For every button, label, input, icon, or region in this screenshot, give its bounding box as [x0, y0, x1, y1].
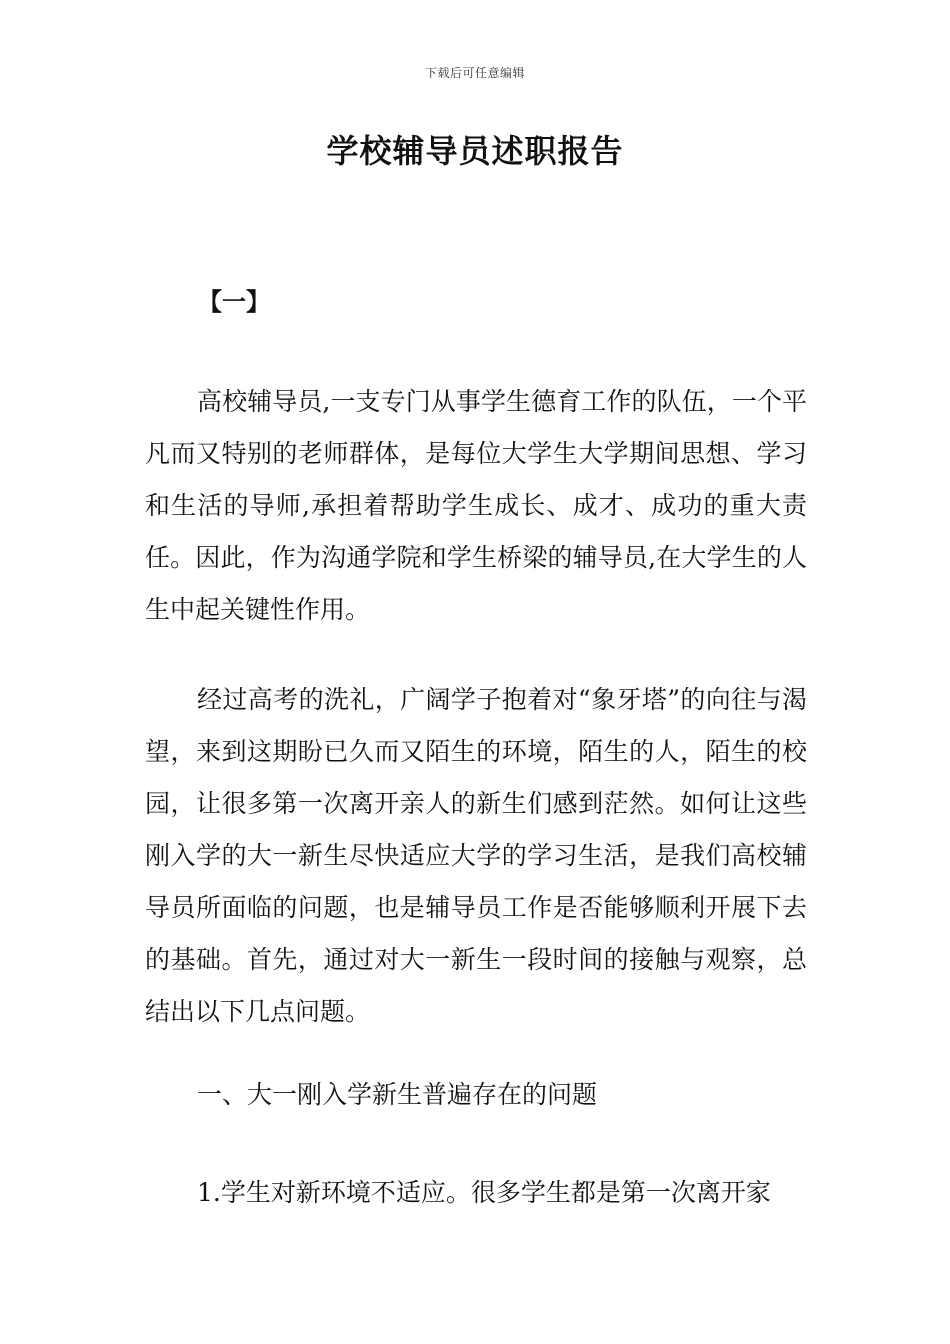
paragraph-background: 经过高考的洗礼，广阔学子抱着对“象牙塔”的向往与渴望，来到这期盼已久而又陌生的环境，陌生的人，陌生的校园，让很多第一次离开亲人的新生们感到茫然。如何让这些刚入学的大一新生尽快适应大学的学习生活，是我们高校辅导员所面临的问题，也是辅导员工作是否能够顺利开展下去的基础。首先，通过对大一新生一段时间的接触与观察，总结出以下几点问题。	[145, 685, 807, 1026]
document-title: 学校辅导员述职报告	[326, 132, 624, 170]
header-note: 下载后可任意编辑	[424, 66, 525, 80]
paragraph-intro: 高校辅导员,一支专门从事学生德育工作的队伍，一个平凡而又特别的老师群体，是每位大学生大学期间思想、学习和生活的导师,承担着帮助学生成长、成才、成功的重大责任。因此，作为沟通学院和学生桥梁的辅导员,在大学生的人生中起关键性作用。	[145, 387, 807, 624]
section-mark: 【一】	[198, 288, 270, 316]
section-heading: 一、大一刚入学新生普遍存在的问题	[197, 1080, 598, 1109]
list-item: 1.学生对新环境不适应。很多学生都是第一次离开家	[197, 1178, 771, 1207]
